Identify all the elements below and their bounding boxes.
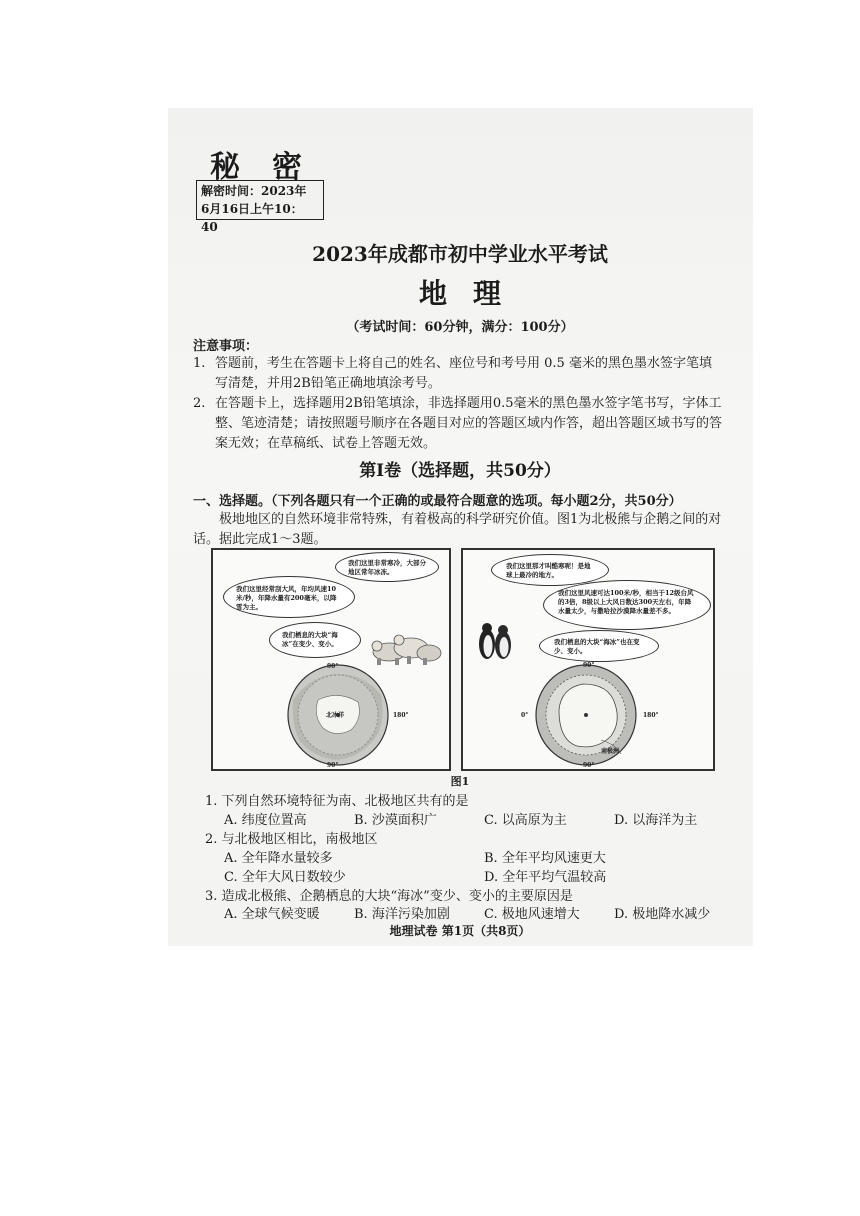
option-b: B. 沙漠面积广 <box>354 813 437 828</box>
time-info: （考试时间：60分钟，满分：100分） <box>346 320 574 335</box>
speech-bubble: 我们这里非常寒冷，大部分地区常年冰冻。 <box>335 552 439 582</box>
longitude-label: 0° <box>521 712 529 719</box>
option-c: C. 全年大风日数较少 <box>224 870 346 885</box>
option-b: B. 海洋污染加剧 <box>354 907 450 922</box>
penguins-illustration <box>475 618 515 662</box>
decrypt-time-box <box>196 180 324 234</box>
option-a: A. 全年降水量较多 <box>224 851 333 866</box>
secret-label: 秘密 <box>210 150 334 185</box>
decrypt-time-line1: 解密时间：2023年 <box>201 184 307 198</box>
option-d: D. 全年平均气温较高 <box>484 870 607 885</box>
note-text: 答题前，考生在答题卡上将自己的姓名、座位号和考号用 0.5 毫米的黑色墨水签字笔填写清楚，并用2B铅笔正确地填涂考号。 <box>215 356 712 391</box>
longitude-label: 180° <box>393 712 409 719</box>
note-text: 在答题卡上，选择题用2B铅笔填涂，非选择题用0.5毫米的黑色墨水签字笔书写，字体工整、笔迹清楚；请按照题号顺序在各题目对应的答题区域内作答，超出答题区域书写的答案无效；在草稿纸、试卷上答题无效。 <box>215 396 723 451</box>
decrypt-time-line2: 6月16日上午10：40 <box>201 202 303 234</box>
speech-bubble: 我们这里风速可达100米/秒，相当于12级台风的3倍，8级以上大风日数达300天左右，年降水量太少，与撒哈拉沙漠降水量差不多。 <box>543 580 711 630</box>
note-item <box>193 394 723 454</box>
option-d: D. 极地降水减少 <box>614 907 711 922</box>
note-number: 1. <box>193 356 206 371</box>
sea-label: 南极洲 <box>601 748 620 755</box>
longitude-label: 90° <box>327 762 339 769</box>
speech-bubble: 我们栖息的大块“海冰”在变少、变小。 <box>269 622 361 658</box>
figure-label: 图1 <box>450 775 470 788</box>
page-footer: 地理试卷 第1页（共8页） <box>389 924 531 938</box>
question-intro: 极地地区的自然环境非常特殊，有着极高的科学研究价值。图1为北极熊与企鹅之间的对话。据此完成1～3题。 <box>193 512 722 547</box>
speech-bubble: 我们这里那才叫酷寒呢！是地球上最冷的地方。 <box>491 554 609 586</box>
option-a: A. 全球气候变暖 <box>224 907 320 922</box>
notes-heading: 注意事项： <box>193 339 259 354</box>
note-item <box>193 354 723 394</box>
figure-right-panel <box>461 548 715 771</box>
speech-bubble: 我们栖息的大块“海冰”也在变少、变小。 <box>539 630 659 662</box>
question-2-stem: 2. 与北极地区相比，南极地区 <box>205 832 378 847</box>
longitude-label: 90° <box>583 762 595 769</box>
option-a: A. 纬度位置高 <box>224 813 307 828</box>
map-center-label: 北冰洋 <box>326 712 345 719</box>
figure-left-panel <box>211 548 451 771</box>
speech-bubble: 我们这里经常刮大风，年均风速10米/秒，年降水量有200毫米，以降雪为主。 <box>223 576 355 618</box>
exam-title: 2023年成都市初中学业水平考试 <box>312 242 608 266</box>
question-3-stem: 3. 造成北极熊、企鹅栖息的大块“海冰”变少、变小的主要原因是 <box>205 889 573 904</box>
note-number: 2. <box>193 396 206 411</box>
section-heading: 一、选择题。（下列各题只有一个正确的或最符合题意的选项。每小题2分，共50分） <box>193 494 682 509</box>
longitude-label: 90° <box>583 662 595 669</box>
question-1-stem: 1. 下列自然环境特征为南、北极地区共有的是 <box>205 794 469 809</box>
part-title: 第Ⅰ卷（选择题，共50分） <box>359 461 561 481</box>
longitude-label: 90° <box>327 663 339 670</box>
subject-title: 地理 <box>418 277 527 310</box>
option-b: B. 全年平均风速更大 <box>484 851 606 866</box>
antarctic-polar-map <box>531 660 641 770</box>
option-c: C. 以高原为主 <box>484 813 567 828</box>
option-c: C. 极地风速增大 <box>484 907 580 922</box>
option-d: D. 以海洋为主 <box>614 813 698 828</box>
longitude-label: 180° <box>643 712 659 719</box>
